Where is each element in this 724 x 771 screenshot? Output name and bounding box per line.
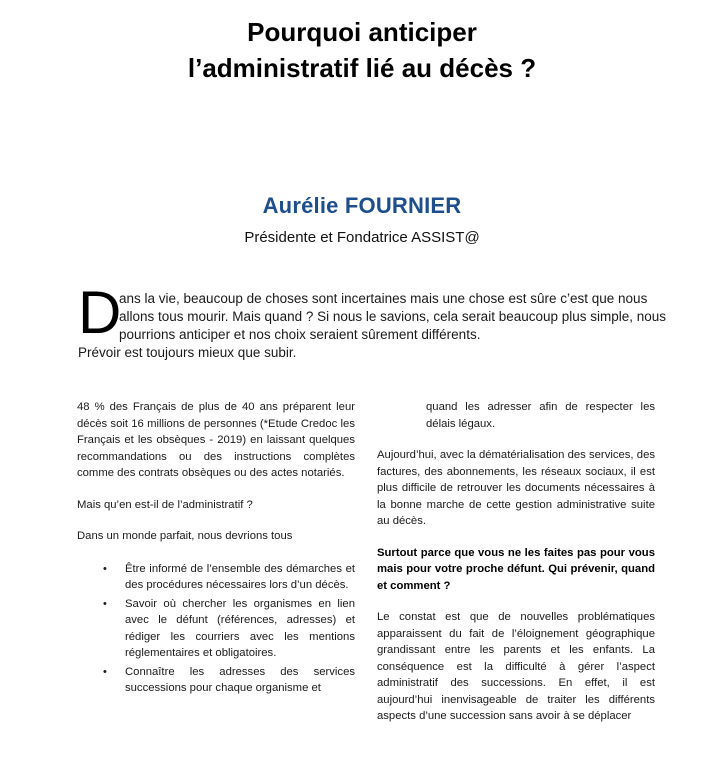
author-role: Présidente et Fondatrice ASSIST@ [244,229,480,246]
right-column [377,447,655,725]
right-paragraph-2: Le constat est que de nouvelles problématiques apparaissent du fait de l’éloignement géographique grandissant entre les parents et les enfants. La conséquence est la difficulté à gérer l’aspect administratif des successions. En effet, il est aujourd’hui inenvisageable de traiter les différents aspects d’une succession sans avoir à se déplacer [377,611,655,722]
right-continuation-text: quand les adresser afin de respecter les délais légaux. [426,401,655,430]
intro-line-2: allons tous mourir. Mais quand ? Si nous le savions, cela serait beaucoup plus simple, nous [119,309,667,324]
left-column [77,399,355,697]
highlight-question: Surtout parce que vous ne les faites pas pour vous mais pour votre proche défunt. Qui prévenir, quand et comment ? [377,546,655,592]
article-title [0,14,724,86]
left-paragraph-3: Dans un monde parfait, nous devrions tous [77,530,293,542]
bullet-item: • Connaître les adresses des services successions pour chaque organisme et [77,664,355,697]
bullet-list [77,561,355,697]
intro-line-3: pourrions anticiper et nos choix seraient sûrement différents. [119,327,481,342]
bullet-item: • Savoir où chercher les organismes en lien avec le défunt (références, adresses) et rédiger les courriers avec les mentions réglementaires et obligatoires. [77,596,355,662]
right-column-continuation [426,399,655,432]
intro-line-1: ans la vie, beaucoup de choses sont incertaines mais une chose est sûre c’est que nous [119,291,648,306]
author-name: Aurélie FOURNIER [262,193,462,218]
right-paragraph-1: Aujourd’hui, avec la dématérialisation des services, des factures, des abonnements, les réseaux sociaux, il est plus difficile de retrouver les documents nécessaires à la bonne marche de cette gestion administrative suite au décès. [377,449,655,527]
title-line-1: Pourquoi anticiper [247,17,477,47]
intro-line-4: Prévoir est toujours mieux que subir. [78,345,297,360]
title-line-2: l’administratif lié au décès ? [187,53,537,83]
drop-cap: D [78,279,122,346]
left-paragraph-1: 48 % des Français de plus de 40 ans préparent leur décès soit 16 millions de personnes (*Etude Credoc les Français et les obsèques - 2019) en laissant quelques recommandations ou des instructions complètes comme des contrats obsèques ou des actes notariés. [77,401,355,479]
bullet-item: • Être informé de l’ensemble des démarches et des procédures nécessaires lors d’un décès. [77,561,355,594]
left-paragraph-2: Mais qu’en est-il de l’administratif ? [77,498,253,511]
